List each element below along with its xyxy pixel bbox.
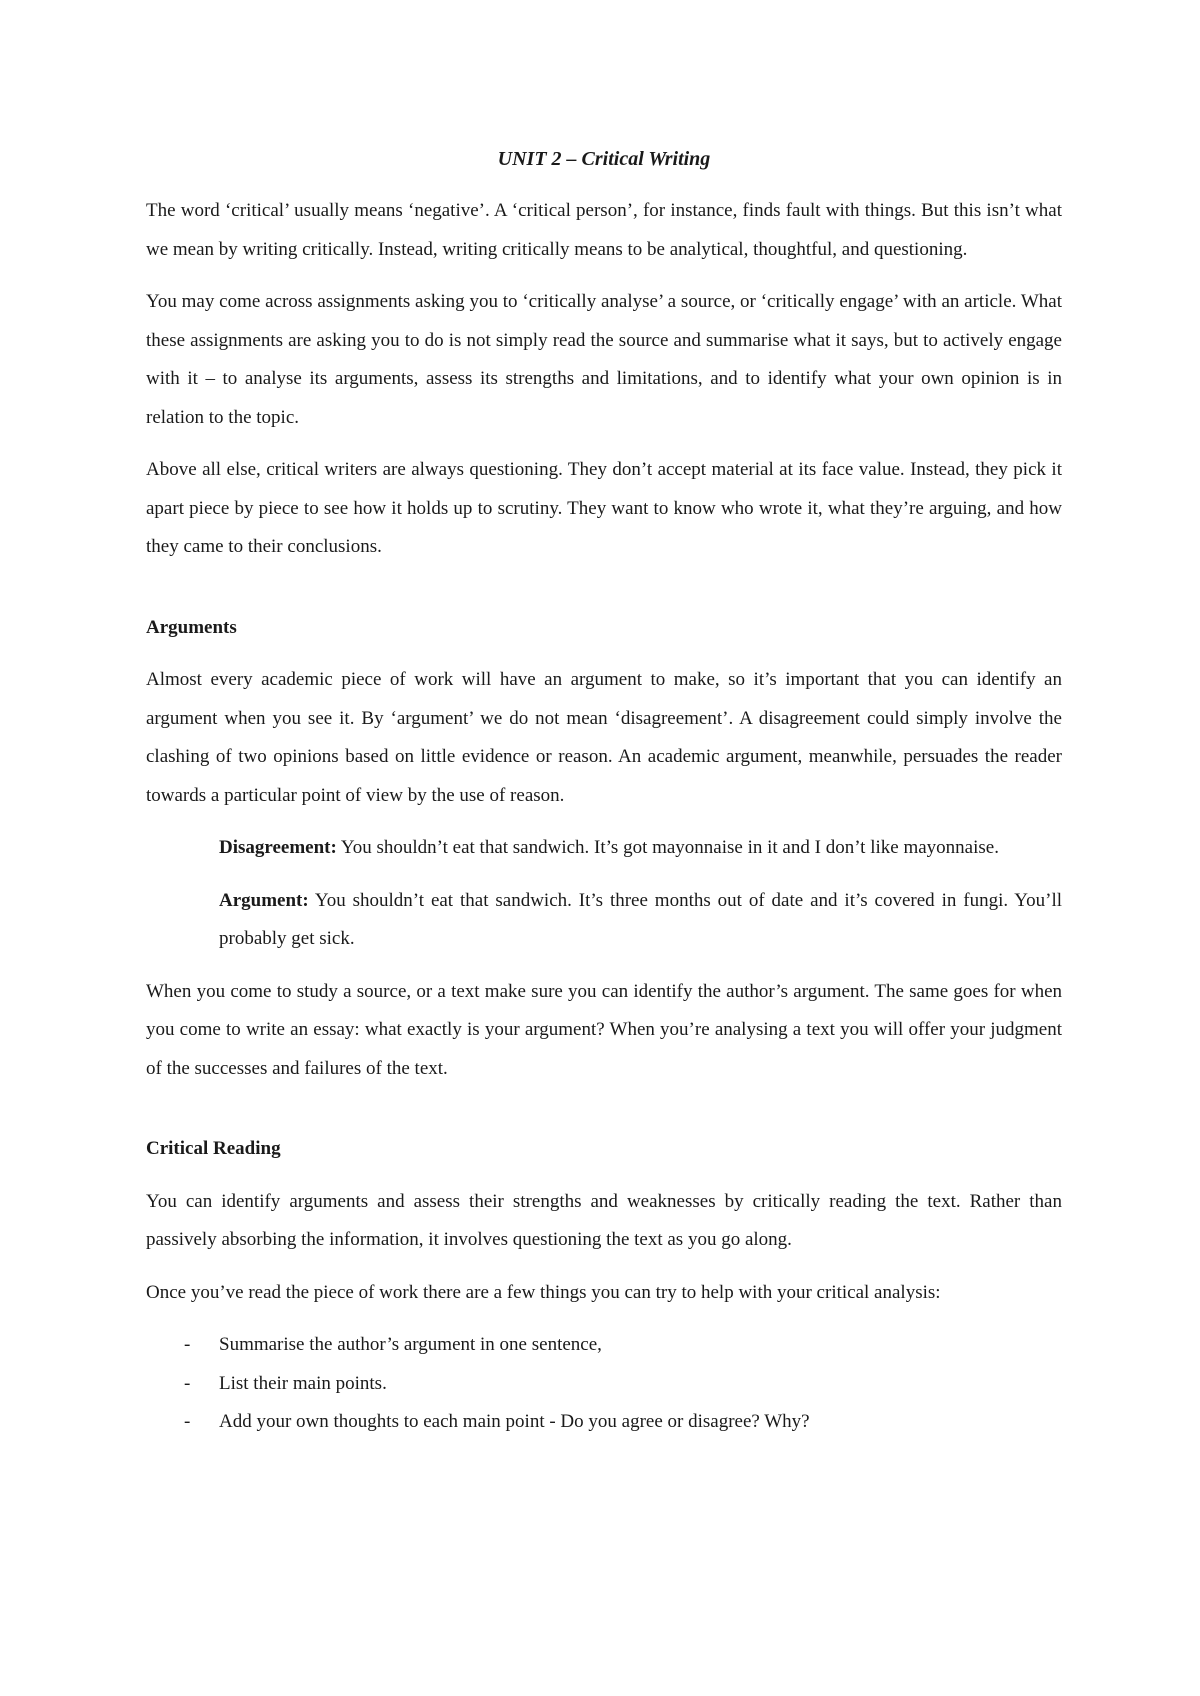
intro-paragraph-1: The word ‘critical’ usually means ‘negative’. A ‘critical person’, for instance, finds fault with things. But this isn’t what we mean by writing critically. Instead, writing critically means to be analytical, thoughtful, and questioning. (146, 200, 1062, 260)
disagreement-text: You shouldn’t eat that sandwich. It’s got mayonnaise in it and I don’t like mayonnaise. (336, 837, 999, 858)
arguments-heading: Arguments (146, 616, 237, 638)
page-title: UNIT 2 – Critical Writing (497, 148, 711, 170)
tip-text: Add your own thoughts to each main point - Do you agree or disagree? Why? (219, 1411, 810, 1432)
tips-list (146, 1326, 1062, 1442)
tip-text: List their main points. (219, 1372, 387, 1394)
intro-paragraph-3: Above all else, critical writers are always questioning. They don’t accept material at its face value. Instead, they pick it apart piece by piece to see how it holds up to scrutiny. They want to know who wrote it, what they’re arguing, and how they came to their conclusions. (146, 459, 1062, 557)
list-item (146, 1365, 1062, 1404)
document-body (146, 138, 1062, 1442)
tip-text: Summarise the author’s argument in one sentence, (219, 1334, 602, 1355)
list-item (146, 1403, 1062, 1442)
arguments-paragraph-1: Almost every academic piece of work will have an argument to make, so it’s important that you can identify an argument when you see it. By ‘argument’ we do not mean ‘disagreement’. A disagreement could simply involve the clashing of two opinions based on little evidence or reason. An academic argument, meanwhile, persuades the reader towards a particular point of view by the use of reason. (146, 669, 1062, 806)
critical-reading-heading: Critical Reading (146, 1138, 281, 1159)
arguments-paragraph-2: When you come to study a source, or a text make sure you can identify the author’s argument. The same goes for when you come to write an essay: what exactly is your argument? When you’re analysing a text you will offer your judgment of the successes and failures of the text. (146, 980, 1062, 1079)
disagreement-label: Disagreement: (219, 837, 337, 858)
bullet-dash: - (184, 1411, 191, 1432)
argument-label: Argument: (219, 889, 309, 911)
critical-reading-paragraph-1: You can identify arguments and assess their strengths and weaknesses by critically reading the text. Rather than passively absorbing the information, it involves questioning the text as you go along. (146, 1190, 1062, 1250)
argument-text: You shouldn’t eat that sandwich. It’s three months out of date and it’s covered in fungi. You’ll probably get sick. (219, 889, 1062, 949)
bullet-dash: - (184, 1372, 191, 1394)
argument-example (219, 882, 1062, 959)
intro-paragraph-2: You may come across assignments asking you to ‘critically analyse’ a source, or ‘critically engage’ with an article. What these assignments are asking you to do is not simply read the source and summarise what it says, but to actively engage with it – to analyse its arguments, assess its strengths and limitations, and to identify what your own opinion is in relation to the topic. (146, 291, 1062, 428)
bullet-dash: - (184, 1334, 191, 1355)
critical-reading-paragraph-2: Once you’ve read the piece of work there are a few things you can try to help with your critical analysis: (146, 1281, 941, 1303)
disagreement-example (219, 829, 1062, 868)
list-item (146, 1326, 1062, 1365)
